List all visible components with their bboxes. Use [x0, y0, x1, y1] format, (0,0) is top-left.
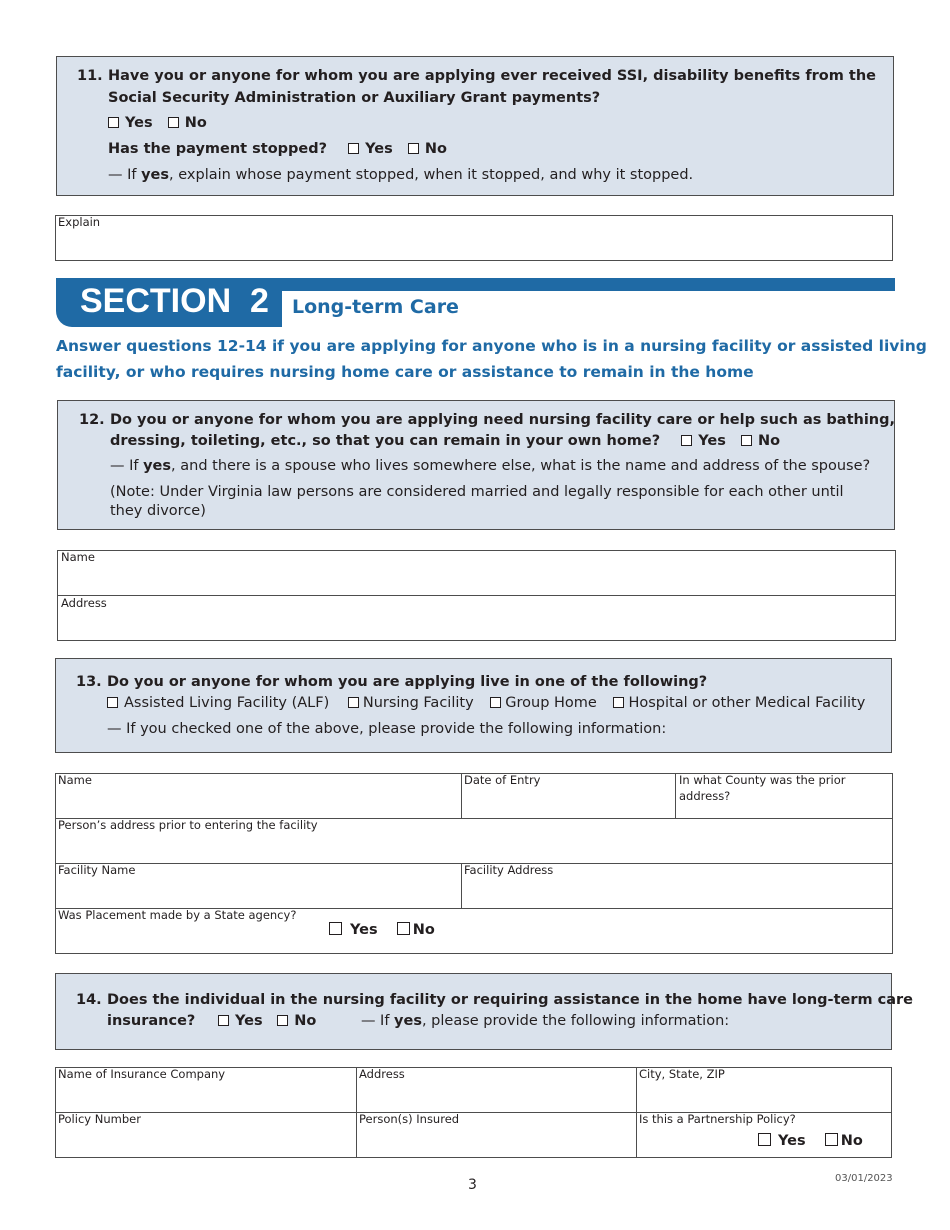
checkbox[interactable]: [741, 435, 752, 446]
partnership-options: [758, 1131, 863, 1152]
policy-number-label: Policy Number: [58, 1112, 141, 1126]
q12-yes-option[interactable]: Yes: [681, 431, 726, 452]
section-intro-line2: facility, or who requires nursing home care or assistance to remain in the home: [56, 363, 754, 381]
insurance-city-label: City, State, ZIP: [639, 1067, 725, 1081]
question-11-number: 11.: [77, 68, 103, 84]
section-intro-line1: Answer questions 12-14 if you are applying for anyone who is in a nursing facility or assisted living: [56, 337, 927, 355]
q13-option-group-home[interactable]: Group Home: [490, 693, 597, 714]
q13-option-nursing[interactable]: Nursing Facility: [348, 693, 474, 714]
question-11-options: [108, 113, 217, 134]
checkbox[interactable]: [397, 922, 410, 935]
q14-yes-option[interactable]: Yes: [218, 1011, 263, 1032]
checkbox[interactable]: [348, 143, 359, 154]
explain-label: Explain: [58, 215, 101, 229]
question-12-number: 12.: [79, 412, 105, 428]
checkbox[interactable]: [681, 435, 692, 446]
question-12-text-line1: Do you or anyone for whom you are applying need nursing facility care or help such as bathing,: [110, 412, 896, 428]
question-13-number: 13.: [76, 674, 102, 690]
checkbox[interactable]: [490, 697, 501, 708]
insurance-company-label: Name of Insurance Company: [58, 1067, 226, 1081]
placement-yes-option[interactable]: Yes: [329, 920, 378, 941]
q11-stopped-yes-option[interactable]: Yes: [348, 139, 393, 160]
prior-county-label-line1: In what County was the prior: [679, 773, 846, 787]
q12-note-line1: (Note: Under Virginia law persons are considered married and legally responsible for each other until: [110, 484, 844, 500]
section-title: Long-term Care: [292, 296, 459, 318]
q12-no-option[interactable]: No: [741, 431, 780, 452]
question-14-number: 14.: [76, 992, 102, 1008]
spouse-name-label: Name: [61, 550, 95, 564]
spouse-address-field[interactable]: [58, 596, 895, 640]
date-of-entry-label: Date of Entry: [464, 773, 541, 787]
checkbox[interactable]: [825, 1133, 838, 1146]
q13-options: [107, 693, 875, 714]
section-tab-label: SECTION 2: [80, 282, 269, 320]
revision-date: 03/01/2023: [835, 1173, 893, 1184]
resident-name-label: Name: [58, 773, 92, 787]
spouse-name-field[interactable]: [58, 551, 895, 595]
checkbox[interactable]: [107, 697, 118, 708]
explain-field[interactable]: [55, 215, 893, 261]
q11-stopped-question: Has the payment stopped?: [108, 141, 328, 157]
checkbox[interactable]: [218, 1015, 229, 1026]
checkbox[interactable]: [108, 117, 119, 128]
q11-if-yes-instruction: — If yes, explain whose payment stopped, when it stopped, and why it stopped.: [108, 167, 694, 183]
persons-insured-label: Person(s) Insured: [359, 1112, 460, 1126]
insurance-address-label: Address: [359, 1067, 405, 1081]
question-14-text-line1: Does the individual in the nursing facility or requiring assistance in the home have long-term care: [107, 992, 914, 1008]
facility-name-label: Facility Name: [58, 863, 136, 877]
partnership-label: Is this a Partnership Policy?: [639, 1112, 796, 1126]
checkbox[interactable]: [329, 922, 342, 935]
partnership-yes-option[interactable]: Yes: [758, 1131, 806, 1152]
checkbox[interactable]: [168, 117, 179, 128]
question-14-line2-row: [107, 1011, 729, 1032]
placement-label: Was Placement made by a State agency?: [58, 908, 297, 922]
q13-option-alf[interactable]: Assisted Living Facility (ALF): [107, 693, 329, 714]
checkbox[interactable]: [408, 143, 419, 154]
checkbox[interactable]: [277, 1015, 288, 1026]
q13-instruction: — If you checked one of the above, please provide the following information:: [107, 721, 667, 737]
q11-no-option[interactable]: No: [168, 113, 207, 134]
partnership-no-option[interactable]: No: [825, 1131, 863, 1152]
q11-stopped-row: [108, 139, 457, 160]
checkbox[interactable]: [758, 1133, 771, 1146]
question-11-text-line2: Social Security Administration or Auxiliary Grant payments?: [108, 90, 601, 106]
facility-address-label: Facility Address: [464, 863, 554, 877]
checkbox[interactable]: [613, 697, 624, 708]
q14-no-option[interactable]: No: [277, 1011, 316, 1032]
placement-options: [329, 920, 445, 941]
question-14-text-line2: insurance?: [107, 1013, 196, 1029]
spouse-address-label: Address: [61, 596, 107, 610]
prior-address-label: Person’s address prior to entering the facility: [58, 818, 318, 832]
q14-if-yes-instruction: — If yes, please provide the following information:: [360, 1013, 730, 1029]
q11-stopped-no-option[interactable]: No: [408, 139, 447, 160]
placement-no-option[interactable]: No: [397, 920, 435, 941]
prior-county-label-line2: address?: [679, 789, 731, 803]
q12-note-line2: they divorce): [110, 503, 206, 519]
question-11-text-line1: Have you or anyone for whom you are applying ever received SSI, disability benefits from the: [108, 68, 877, 84]
question-12-line2-row: [110, 431, 790, 452]
q12-if-yes-instruction: — If yes, and there is a spouse who lives somewhere else, what is the name and address of the spouse?: [110, 458, 871, 474]
checkbox[interactable]: [348, 697, 359, 708]
q11-yes-option[interactable]: Yes: [108, 113, 153, 134]
resident-name-field[interactable]: [56, 774, 461, 818]
question-12-text-line2: dressing, toileting, etc., so that you can remain in your own home?: [110, 433, 661, 449]
q13-option-hospital[interactable]: Hospital or other Medical Facility: [613, 693, 865, 714]
page-number: 3: [468, 1177, 477, 1193]
question-13-text: Do you or anyone for whom you are applying live in one of the following?: [107, 674, 708, 690]
